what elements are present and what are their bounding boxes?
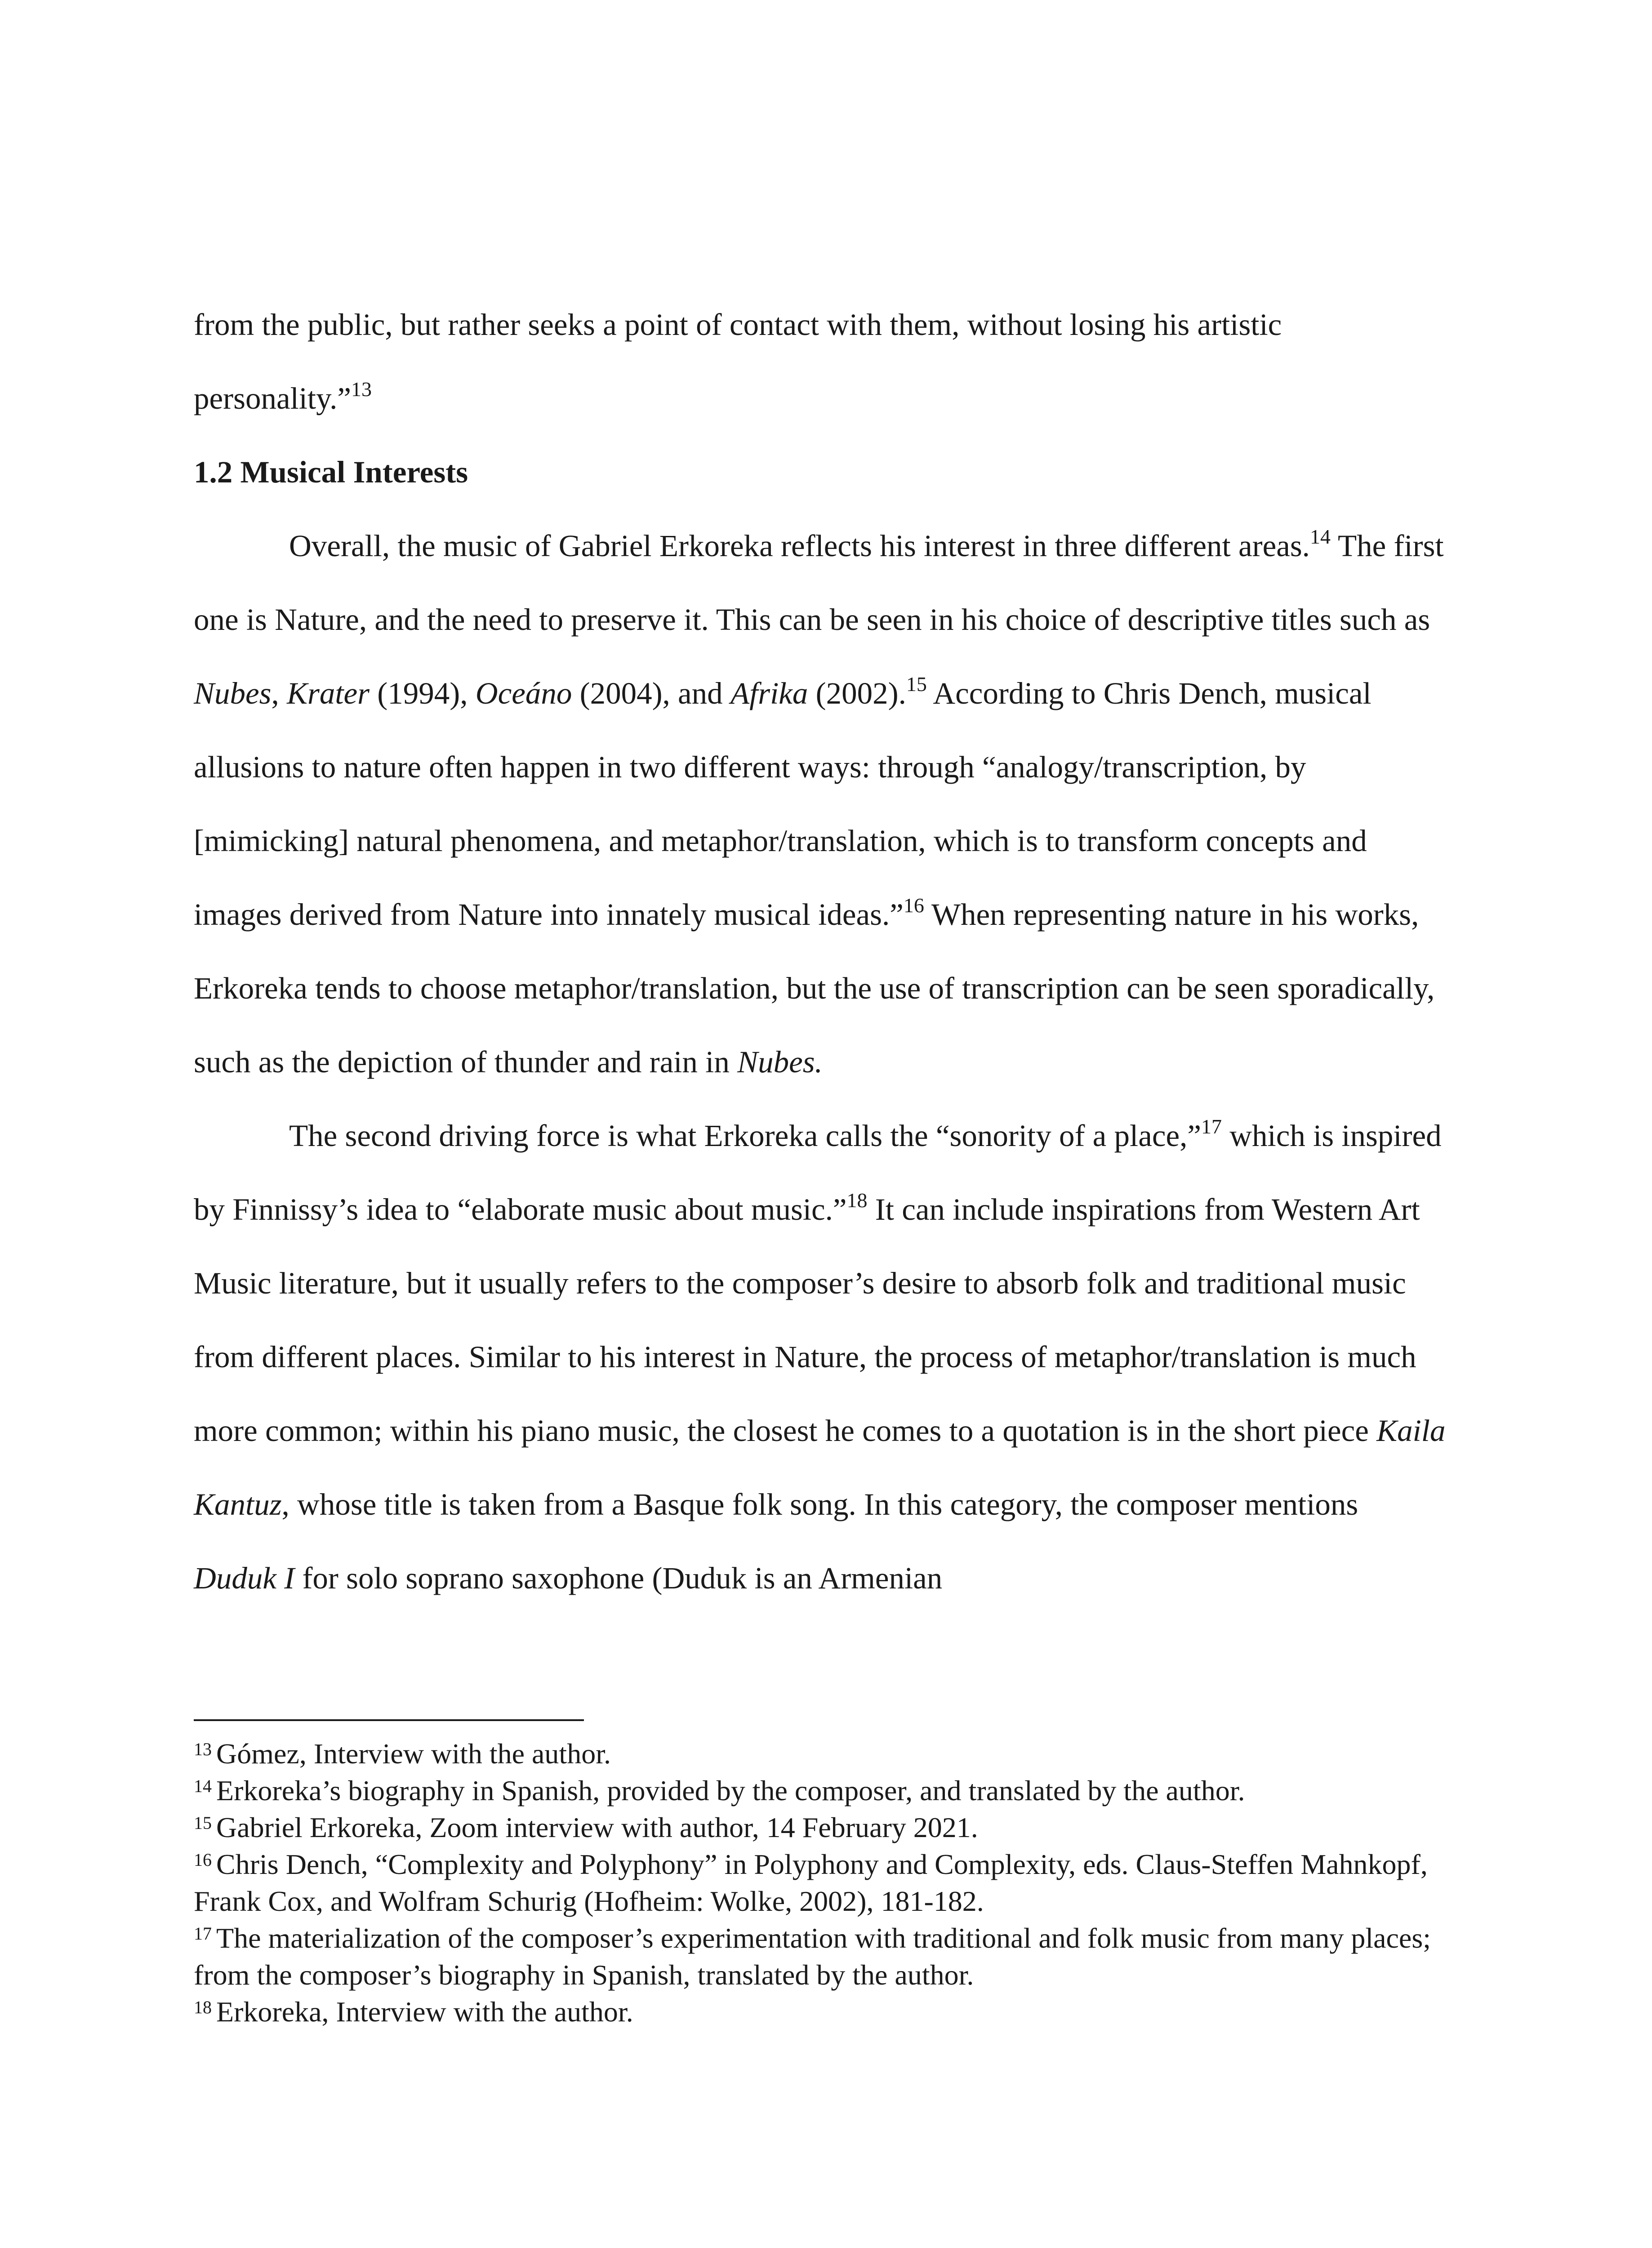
- footnote-ref-18: 18: [846, 1189, 868, 1212]
- footnote-number: 13: [194, 1739, 212, 1759]
- paragraph-musical-interests: [194, 509, 1448, 1099]
- footnote-number: 14: [194, 1776, 212, 1796]
- paragraph-text: According to Chris Dench, musical allusions to nature often happen in two different ways: through “analogy/transcription, by [mimicking] natural phenomena, and metaphor/translation, which is to transform concepts and images derived from Nature into innately musical ideas.”: [194, 676, 1371, 932]
- footnote: [194, 1809, 1448, 1846]
- work-title-nubes: Nubes: [194, 676, 272, 710]
- footnote-number: 18: [194, 1997, 212, 2017]
- footnote-text: The materialization of the composer’s experimentation with traditional and folk music from many places; from the composer’s biography in Spanish, translated by the author.: [194, 1922, 1431, 1991]
- footnote-text: Erkoreka, Interview with the author.: [216, 1996, 633, 2028]
- footnote-number: 17: [194, 1923, 212, 1944]
- footnote: [194, 1920, 1448, 1994]
- paragraph-text: from the public, but rather seeks a point of contact with them, without losing his artistic personality.”: [194, 308, 1282, 415]
- footnotes: [194, 1735, 1448, 2030]
- work-title-nubes: Nubes.: [737, 1045, 823, 1079]
- paragraph-text: When representing nature in his works, Erkoreka tends to choose metaphor/translation, but the use of transcription can be seen sporadically, such as the depiction of thunder and rain in: [194, 897, 1435, 1079]
- footnote: [194, 1735, 1448, 1772]
- paragraph-text: (2004), and: [572, 676, 730, 710]
- section-heading: 1.2 Musical Interests: [194, 455, 468, 489]
- footnote-number: 16: [194, 1850, 212, 1870]
- footnote: [194, 1846, 1448, 1920]
- footnote-ref-15: 15: [906, 673, 927, 696]
- paragraph-text: Overall, the music of Gabriel Erkoreka reflects his interest in three different areas.: [289, 529, 1310, 563]
- paragraph-text: which is inspired by Finnissy’s idea to “elaborate music about music.”: [194, 1119, 1442, 1227]
- work-title-oceano: Oceáno: [475, 676, 572, 710]
- footnote-separator: [194, 1719, 584, 1721]
- footnote: [194, 1772, 1448, 1809]
- footnote: [194, 1994, 1448, 2030]
- paragraph-text: It can include inspirations from Western Art Music literature, but it usually refers to the composer’s desire to absorb folk and traditional music from different places. Similar to his interest in Nature, the process of metaphor/translation is much more common; within his piano music, the closest he comes to a quotation is in the short piece: [194, 1192, 1420, 1448]
- paragraph-text: The first one is Nature, and the need to preserve it. This can be seen in his choice of descriptive titles such as: [194, 529, 1444, 637]
- paragraph-text: (2002).: [808, 676, 906, 710]
- body-text: [194, 288, 1448, 1615]
- paragraph-continued: [194, 288, 1448, 435]
- footnote-number: 15: [194, 1813, 212, 1833]
- paragraph-text: , whose title is taken from a Basque folk song. In this category, the composer mentions: [281, 1487, 1358, 1521]
- footnote-text: Gabriel Erkoreka, Zoom interview with author, 14 February 2021.: [216, 1811, 978, 1843]
- footnote-ref-17: 17: [1201, 1115, 1222, 1138]
- footnote-ref-16: 16: [903, 894, 924, 917]
- work-title-krater: Krater: [287, 676, 370, 710]
- footnote-ref-13: 13: [351, 378, 372, 401]
- footnote-text: Chris Dench, “Complexity and Polyphony” in Polyphony and Complexity, eds. Claus-Steffen Mahnkopf, Frank Cox, and Wolfram Schurig (Hofheim: Wolke, 2002), 181-182.: [194, 1848, 1428, 1917]
- work-title-kaila-kantuz: Kaila Kantuz: [194, 1414, 1446, 1521]
- paragraph-text: (1994),: [370, 676, 476, 710]
- footnote-text: Erkoreka’s biography in Spanish, provided by the composer, and translated by the author.: [216, 1775, 1245, 1806]
- work-title-afrika: Afrika: [730, 676, 808, 710]
- footnote-text: Gómez, Interview with the author.: [216, 1738, 611, 1770]
- paragraph-sonority-of-place: [194, 1099, 1448, 1615]
- paragraph-text: ,: [271, 676, 287, 710]
- work-title-duduk-i: Duduk I: [194, 1561, 295, 1595]
- footnote-ref-14: 14: [1309, 525, 1331, 548]
- paragraph-text: for solo soprano saxophone (Duduk is an Armenian: [294, 1561, 943, 1595]
- paragraph-text: The second driving force is what Erkoreka calls the “sonority of a place,”: [289, 1119, 1201, 1153]
